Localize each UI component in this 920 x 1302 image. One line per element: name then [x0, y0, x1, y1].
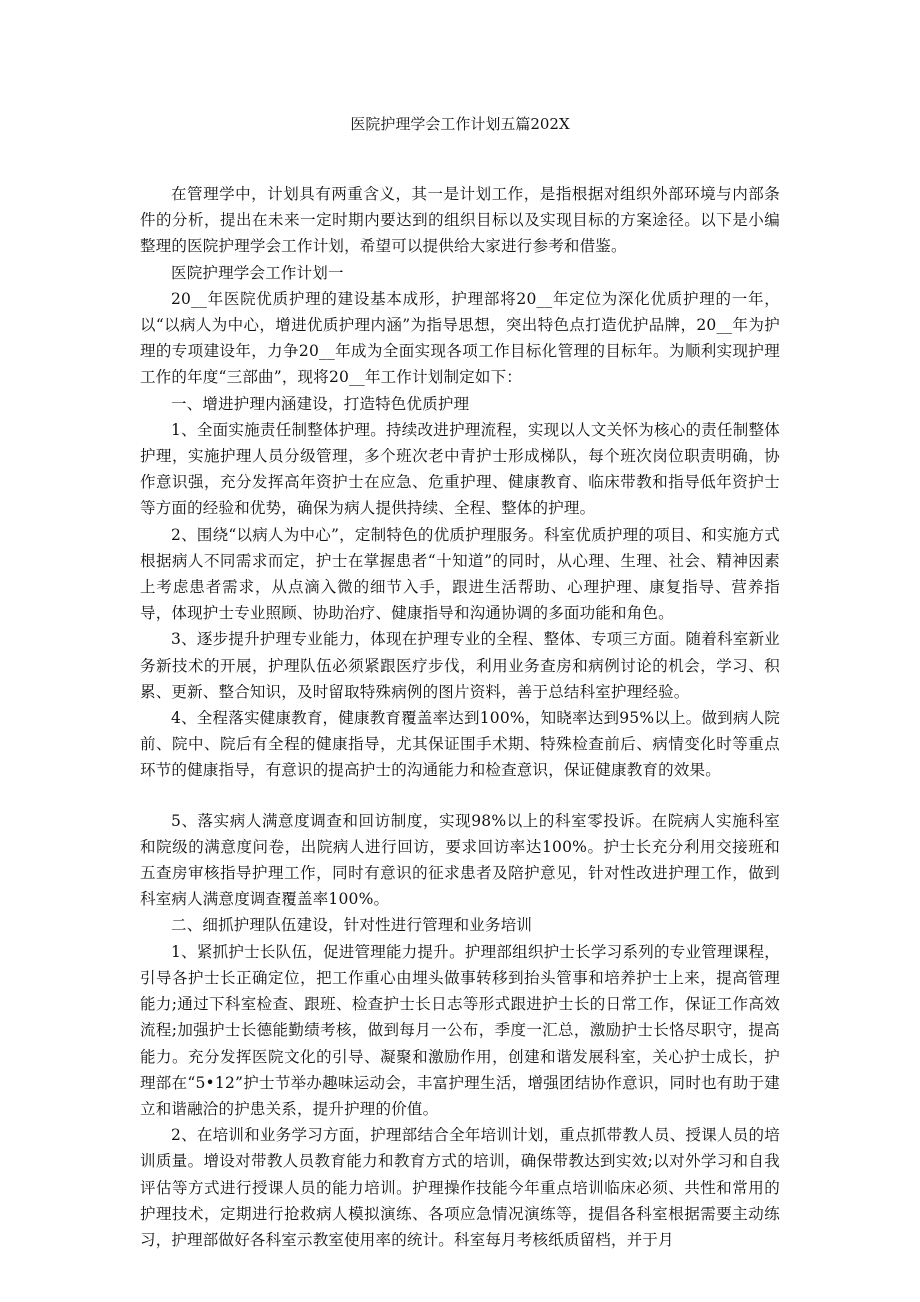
item-paragraph-2-1: 1、紧抓护士长队伍，促进管理能力提升。护理部组织护士长学习系列的专业管理课程，引导各护士长正确定位，把工作重心由埋头做事转移到抬头管事和培养护士上来，提高管理能力;通过下科室检查、跟班、检查护士长日志等形式跟进护士长的日常工作，保证工作高效流程;加强护士长德能勤绩考核，做到每月一公布，季度一汇总，激励护士长恪尽职守，提高能力。充分发挥医院文化的引导、凝聚和激励作用，创建和谐发展科室，关心护士成长，护理部在“5•12”护士节举办趣味运动会，丰富护理生活，增强团结协作意识，同时也有助于建立和谐融洽的护患关系，提升护理的价值。	[140, 942, 780, 1118]
document-title: 医院护理学会工作计划五篇202X	[350, 115, 570, 133]
section-heading-plan-one: 医院护理学会工作计划一	[171, 263, 344, 282]
item-paragraph-1-3: 3、逐步提升护理专业能力，体现在护理专业的全程、整体、专项三方面。随着科室新业务新技术的开展，护理队伍必须紧跟医疗步伐，利用业务查房和病例讨论的机会，学习、积累、更新、整合知识，及时留取特殊病例的图片资料，善于总结科室护理经验。	[140, 630, 780, 701]
item-paragraph-1-1: 1、全面实施责任制整体护理。持续改进护理流程，实现以人文关怀为核心的责任制整体护理，实施护理人员分级管理，多个班次老中青护士形成梯队，每个班次岗位职责明确，协作意识强，充分发挥高年资护士在应急、危重护理、健康教育、临床带教和指导低年资护士等方面的经验和优势，确保为病人提供持续、全程、整体的护理。	[140, 420, 780, 518]
item-paragraph-1-5: 5、落实病人满意度调查和回访制度，实现98%以上的科室零投诉。在院病人实施科室和院级的满意度问卷，出院病人进行回访，要求回访率达100%。护士长充分利用交接班和五查房审核指导护理工作，同时有意识的征求患者及陪护意见，针对性改进护理工作，做到科室病人满意度调查覆盖率100%。	[140, 811, 780, 909]
item-paragraph-2-2: 2、在培训和业务学习方面，护理部结合全年培训计划，重点抓带教人员、授课人员的培训质量。增设对带教人员教育能力和教育方式的培训，确保带教达到实效;以对外学习和自我评估等方式进行授课人员的能力培训。护理操作技能今年重点培训临床必须、共性和常用的护理技术，定期进行抢救病人模拟演练、各项应急情况演练等，提倡各科室根据需要主动练习，护理部做好各科室示教室使用率的统计。科室每月考核纸质留档，并于月	[140, 1126, 780, 1249]
section-heading-1: 一、增进护理内涵建设，打造特色优质护理	[171, 394, 470, 413]
document-body	[140, 181, 780, 1253]
plan-overview-paragraph: 20__年医院优质护理的建设基本成形，护理部将20__年定位为深化优质护理的一年，以“以病人为中心，增进优质护理内涵”为指导思想，突出特色点打造优护品牌，20__年为护理的专项建设年，力争20__年成为全面实现各项工作目标化管理的目标年。为顺利实现护理工作的年度“三部曲”，现将20__年工作计划制定如下：	[140, 289, 780, 387]
section-heading-2: 二、细抓护理队伍建设，针对性进行管理和业务培训	[171, 916, 533, 935]
paragraph-spacer	[140, 784, 780, 808]
item-paragraph-1-2: 2、围绕“以病人为中心”，定制特色的优质护理服务。科室优质护理的项目、和实施方式根据病人不同需求而定，护士在掌握患者“十知道”的同时，从心理、生理、社会、精神因素上考虑患者需求，从点滴入微的细节入手，跟进生活帮助、心理护理、康复指导、营养指导，体现护士专业照顾、协助治疗、健康指导和沟通协调的多面功能和角色。	[140, 525, 780, 623]
intro-paragraph: 在管理学中，计划具有两重含义，其一是计划工作，是指根据对组织外部环境与内部条件的分析，提出在未来一定时期内要达到的组织目标以及实现目标的方案途径。以下是小编整理的医院护理学会工作计划，希望可以提供给大家进行参考和借鉴。	[140, 185, 780, 256]
item-paragraph-1-4: 4、全程落实健康教育，健康教育覆盖率达到100%，知晓率达到95%以上。做到病人院前、院中、院后有全程的健康指导，尤其保证围手术期、特殊检查前后、病情变化时等重点环节的健康指导，有意识的提高护士的沟通能力和检查意识，保证健康教育的效果。	[140, 709, 780, 780]
